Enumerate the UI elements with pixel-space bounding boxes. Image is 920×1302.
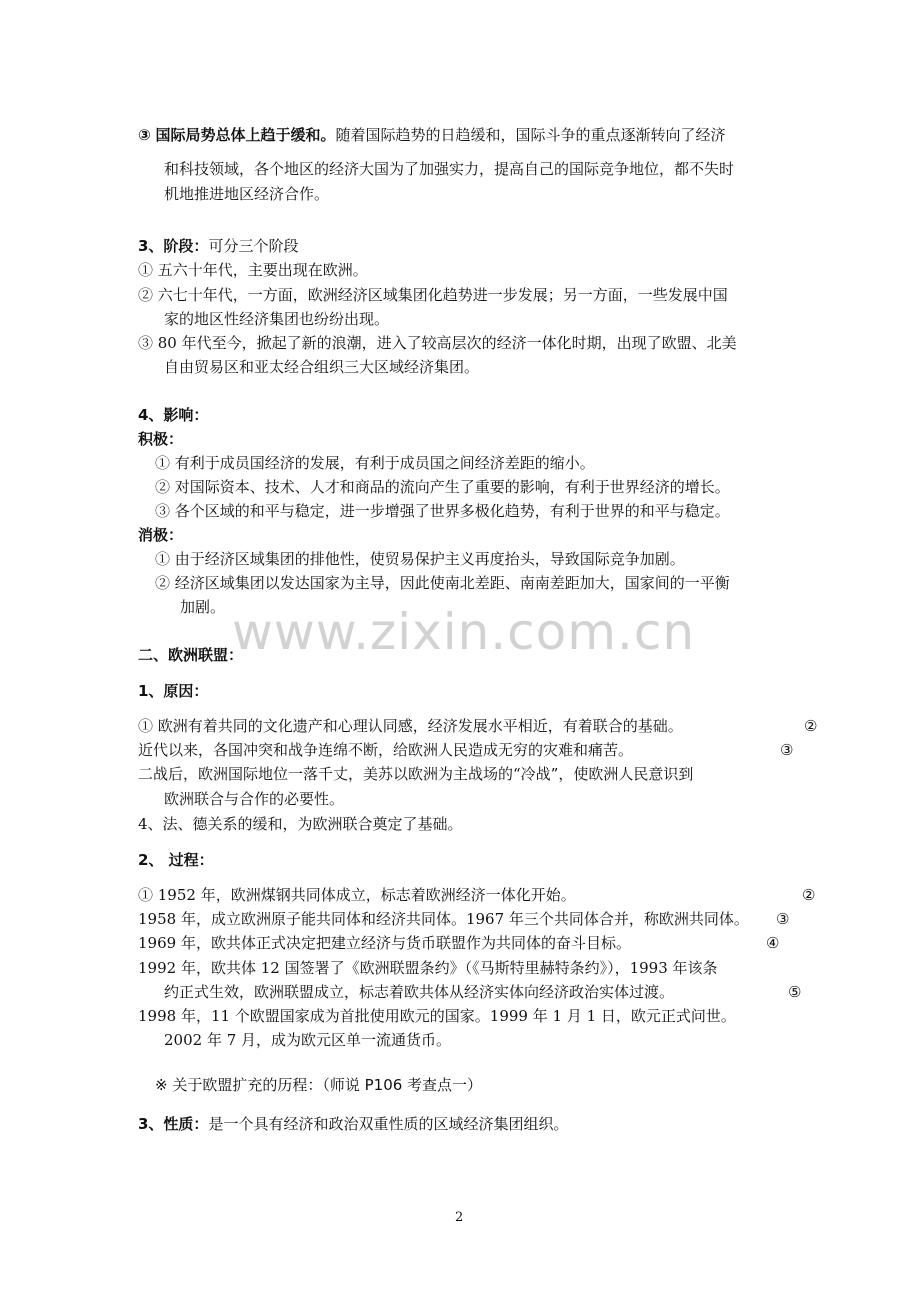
- stage-text: 可分三个阶段: [208, 237, 299, 255]
- eu-cause-heading: 1、原因：: [138, 682, 209, 700]
- stage-label: 3、阶段：: [138, 237, 209, 255]
- para-text: 随着国际趋势的日趋缓和，国际斗争的重点逐渐转向了经济: [335, 126, 726, 144]
- eu-cause-3-line1: 二战后，欧洲国际地位一落千丈，美苏以欧洲为主战场的“冷战”，使欧洲人民意识到: [138, 765, 694, 783]
- eu-cause-4: 4、法、德关系的缓和，为欧洲联合奠定了基础。: [138, 815, 463, 833]
- impact-negative-1: ① 由于经济区域集团的排他性，使贸易保护主义再度抬头，导致国际竞争加剧。: [155, 550, 685, 568]
- eu-cause-2: 近代以来，各国冲突和战争连绵不断，给欧洲人民造成无穷的灾难和痛苦。: [138, 741, 634, 759]
- watermark: www.zixin.com.cn: [232, 603, 696, 661]
- eu-process-marker-2: ②: [802, 886, 816, 904]
- stage-item-3-line2: 自由贸易区和亚太经合组织三大区域经济集团。: [164, 358, 480, 376]
- stage-item-2-line1: ② 六七十年代，一方面，欧洲经济区域集团化趋势进一步发展；另一方面，一些发展中国: [138, 286, 728, 304]
- eu-title: 二、欧洲联盟：: [138, 646, 244, 664]
- eu-process-marker-4: ④: [766, 934, 780, 952]
- eu-process-5: 1998 年，11 个欧盟国家成为首批使用欧元的国家。1999 年 1 月 1 日，欧元正式问世。: [138, 1007, 736, 1025]
- eu-nature: [138, 1114, 568, 1134]
- eu-cause-marker-2: ②: [804, 717, 818, 735]
- para-item-3-line2: 和科技领域，各个地区的经济大国为了加强实力，提高自己的国际竞争地位，都不失时: [164, 160, 735, 178]
- impact-positive-3: ③ 各个区域的和平与稳定，进一步增强了世界多极化趋势，有利于世界的和平与稳定。: [155, 502, 730, 520]
- impact-positive-2: ② 对国际资本、技术、人才和商品的流向产生了重要的影响，有利于世界经济的增长。: [155, 478, 730, 496]
- stage-item-2-line2: 家的地区性经济集团也纷纷出现。: [164, 310, 390, 328]
- eu-process-4-line1: 1992 年，欧共体 12 国签署了《欧洲联盟条约》（《马斯特里赫特条约》），1993 年该条: [138, 959, 718, 977]
- eu-cause-3-line2: 欧洲联合与合作的必要性。: [164, 790, 345, 808]
- eu-cause-1: ① 欧洲有着共同的文化遗产和心理认同感，经济发展水平相近，有着联合的基础。: [138, 717, 683, 735]
- stage-heading: [138, 236, 298, 256]
- para-item-3-line3: 机地推进地区经济合作。: [164, 185, 330, 203]
- eu-process-1: ① 1952 年，欧洲煤钢共同体成立，标志着欧洲经济一体化开始。: [138, 886, 576, 904]
- impact-negative-2-line1: ② 经济区域集团以发达国家为主导，因此使南北差距、南南差距加大，国家间的一平衡: [155, 574, 730, 592]
- impact-negative-label: 消极：: [138, 526, 184, 544]
- eu-process-2: 1958 年，成立欧洲原子能共同体和经济共同体。1967 年三个共同体合并，称欧洲共同体。: [138, 910, 749, 928]
- eu-cause-marker-3: ③: [780, 741, 794, 759]
- stage-item-1: ① 五六十年代，主要出现在欧洲。: [138, 261, 368, 279]
- para-heading: 国际局势总体上趋于缓和。: [155, 126, 336, 144]
- eu-process-4-line2: 约正式生效，欧洲联盟成立，标志着欧共体从经济实体向经济政治实体过渡。: [164, 983, 675, 1001]
- eu-process-heading: 2、 过程：: [138, 851, 214, 869]
- eu-process-marker-5: ⑤: [788, 983, 802, 1001]
- impact-negative-2-line2: 加剧。: [180, 598, 226, 616]
- eu-process-3: 1969 年，欧共体正式决定把建立经济与货币联盟作为共同体的奋斗目标。: [138, 934, 631, 952]
- para-item-3-line1: [138, 125, 726, 145]
- eu-process-marker-3: ③: [776, 910, 790, 928]
- page-number: 2: [455, 1210, 464, 1225]
- eu-process-6: 2002 年 7 月，成为欧元区单一流通货币。: [164, 1031, 452, 1049]
- stage-item-3-line1: ③ 80 年代至今，掀起了新的浪潮，进入了较高层次的经济一体化时期，出现了欧盟、北美: [138, 334, 737, 352]
- impact-positive-1: ① 有利于成员国经济的发展，有利于成员国之间经济差距的缩小。: [155, 454, 595, 472]
- impact-positive-label: 积极：: [138, 430, 184, 448]
- item-number: ③: [138, 126, 151, 144]
- eu-nature-label: 3、性质：: [138, 1115, 209, 1133]
- eu-nature-text: 是一个具有经济和政治双重性质的区域经济集团组织。: [208, 1115, 569, 1133]
- impact-heading: 4、影响：: [138, 406, 209, 424]
- eu-expansion-note: ※ 关于欧盟扩充的历程：（师说 P106 考查点一）: [155, 1076, 483, 1094]
